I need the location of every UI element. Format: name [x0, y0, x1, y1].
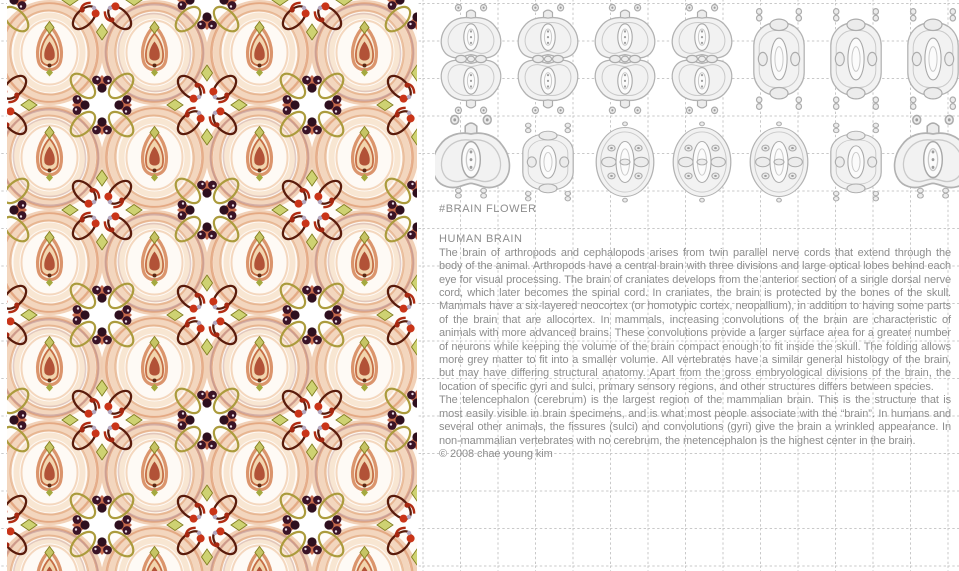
brain-tile — [908, 9, 958, 110]
brain-tile — [673, 122, 731, 202]
brain-tile — [831, 123, 881, 201]
brain-tile — [672, 4, 732, 113]
brain-tile — [596, 122, 654, 202]
brain-tile — [518, 4, 578, 113]
brain-tile — [523, 123, 573, 201]
section-heading: HUMAN BRAIN — [439, 233, 523, 246]
brain-tile — [831, 9, 881, 110]
artwork-title: #BRAIN FLOWER — [439, 203, 537, 215]
brain-tile — [441, 4, 501, 113]
brain-flower-pattern-artwork — [7, 0, 417, 571]
brain-tile — [750, 122, 808, 202]
brain-tile — [754, 9, 804, 110]
brain-tile — [595, 4, 655, 113]
brain-tile — [435, 115, 509, 198]
brain-tile — [895, 115, 959, 198]
copyright-line: © 2008 chae young kim — [439, 447, 553, 460]
brain-sections-artwork — [435, 0, 959, 208]
artwork-info — [439, 203, 951, 461]
body-paragraph-1: The brain of arthropods and cephalopods arises from twin parallel nerve cords that extend through the body of the animal. Arthropods have a central brain with three divisions and large optical lobes behind each eye for visual processing. The brain of craniates develops from the anterior section of a single dorsal nerve cord, which later becomes the spinal cord. In craniates, the brain is protected by the bones of the skull. Mammals have a six-layered neocortex (or homotypic cortex, neopallium), in addition to having some parts of the brain that are allocortex. In mammals, increasing convolutions of the brain are characteristic of animals with more advanced brains. These convolutions provide a larger surface area for a greater number of neurons while keeping the volume of the brain compact enough to fit inside the skull. The folding allows more grey matter to fit into a smaller volume. All vertebrates have a similar general histology of the brain, but may have differing structural anatomy. Apart from the gross embryological divisions of the brain, the location of specific gyri and sulci, primary sensory regions, and other structures differs between species. — [439, 246, 951, 393]
body-paragraph-2: The telencephalon (cerebrum) is the largest region of the mammalian brain. This is the structure that is most easily visible in brain specimens, and is what most people associate with the “brain”. In humans and several other animals, the fissures (sulci) and convolutions (gyri) give the brain a wrinkled appearance. In non-mammalian vertebrates with no cerebrum, the metencephalon is the highest center in the brain. — [439, 394, 951, 447]
